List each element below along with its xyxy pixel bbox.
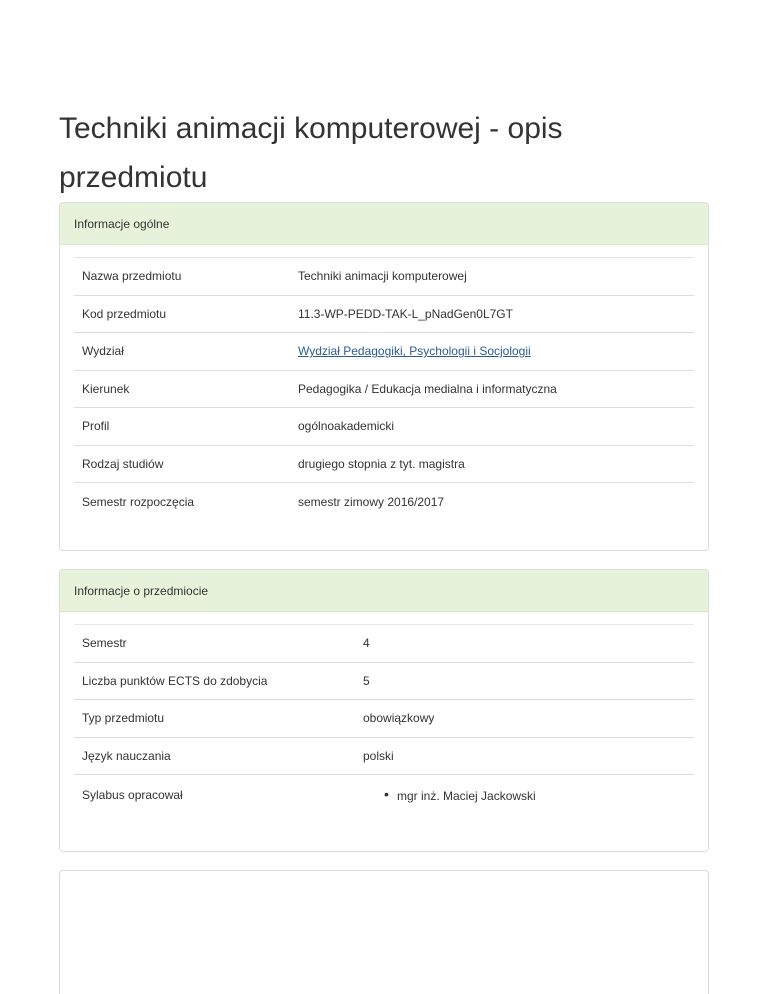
row-value: 5	[355, 662, 694, 700]
row-value: semestr zimowy 2016/2017	[290, 483, 694, 521]
row-value: 11.3-WP-PEDD-TAK-L_pNadGen0L7GT	[290, 295, 694, 333]
general-info-table	[74, 257, 694, 520]
table-row	[74, 258, 694, 296]
table-row	[74, 700, 694, 738]
table-row	[74, 295, 694, 333]
row-label: Język nauczania	[74, 737, 355, 775]
table-row	[74, 625, 694, 663]
authors-list	[363, 788, 686, 804]
faculty-link[interactable]: Wydział Pedagogiki, Psychologii i Socjologii	[298, 344, 531, 359]
row-label: Semestr	[74, 625, 355, 663]
row-value: Techniki animacji komputerowej	[290, 258, 694, 296]
row-value: Pedagogika / Edukacja medialna i informatyczna	[290, 370, 694, 408]
page-title: Techniki animacji komputerowej - opis przedmiotu	[59, 112, 563, 194]
general-info-panel	[59, 202, 709, 551]
row-value: ogólnoakademicki	[290, 408, 694, 446]
bullet-icon: •	[384, 786, 389, 802]
table-row	[74, 483, 694, 521]
row-value: 4	[355, 625, 694, 663]
next-panel	[59, 870, 709, 994]
row-value-cell	[290, 333, 694, 371]
table-row	[74, 370, 694, 408]
row-label: Kod przedmiotu	[74, 295, 290, 333]
row-label: Typ przedmiotu	[74, 700, 355, 738]
general-info-body	[60, 245, 708, 520]
table-row	[74, 662, 694, 700]
table-row	[74, 333, 694, 371]
row-label: Sylabus opracował	[74, 775, 355, 813]
row-value: drugiego stopnia z tyt. magistra	[290, 445, 694, 483]
row-label: Wydział	[74, 333, 290, 371]
subject-info-table	[74, 624, 694, 812]
row-label: Semestr rozpoczęcia	[74, 483, 290, 521]
table-row	[74, 737, 694, 775]
table-row	[74, 775, 694, 813]
subject-info-body	[60, 612, 708, 812]
subject-info-panel	[59, 569, 709, 852]
row-label: Kierunek	[74, 370, 290, 408]
row-label: Profil	[74, 408, 290, 446]
row-value: polski	[355, 737, 694, 775]
row-value: obowiązkowy	[355, 700, 694, 738]
row-label: Rodzaj studiów	[74, 445, 290, 483]
table-row	[74, 408, 694, 446]
authors-cell	[355, 775, 694, 813]
general-info-heading: Informacje ogólne	[60, 203, 708, 245]
row-label: Nazwa przedmiotu	[74, 258, 290, 296]
table-row	[74, 445, 694, 483]
list-item	[384, 786, 686, 804]
row-label: Liczba punktów ECTS do zdobycia	[74, 662, 355, 700]
subject-info-heading: Informacje o przedmiocie	[60, 570, 708, 612]
author-name: mgr inż. Maciej Jackowski	[397, 789, 536, 803]
